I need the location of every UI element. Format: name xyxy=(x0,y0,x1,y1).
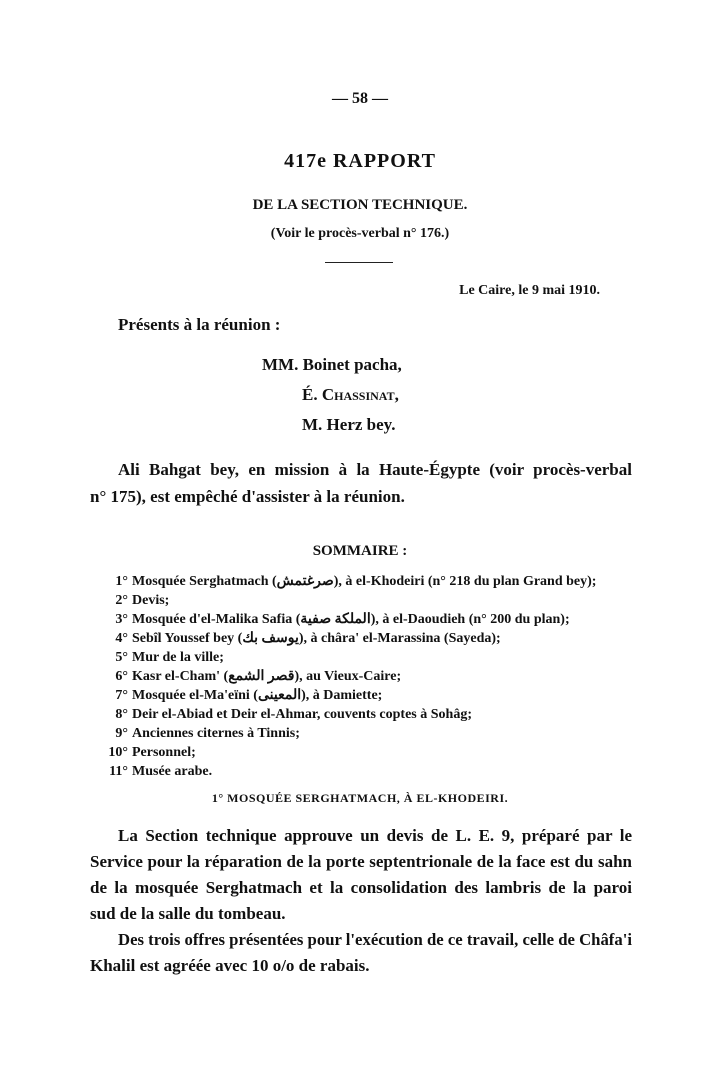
summary-item xyxy=(102,725,300,742)
place-date: Le Caire, le 9 mai 1910. xyxy=(459,283,600,298)
report-title: 417e RAPPORT xyxy=(284,150,436,172)
body-line-text: Des trois offres présentées pour l'exécution de ce travail, celle de Châfa'i xyxy=(118,930,632,949)
attendee: M. Herz bey. xyxy=(302,415,396,434)
absence-line xyxy=(118,460,632,480)
page-number: — 58 — xyxy=(332,90,388,107)
absence-line-text: Ali Bahgat bey, en mission à la Haute-Égypte (voir procès-verbal xyxy=(118,460,632,479)
report-reference: (Voir le procès-verbal n° 176.) xyxy=(270,226,450,241)
item-text: Mosquée Serghatmach (صرغتمش), à el-Khodeiri (n° 218 du plan Grand bey); xyxy=(132,574,597,589)
summary-heading: SOMMAIRE : xyxy=(312,543,408,559)
attendee: É. Chassinat, xyxy=(302,385,399,404)
body-line-text: La Section technique approuve un devis de L. E. 9, préparé par le xyxy=(118,826,632,845)
summary-item xyxy=(102,744,196,761)
section-heading: 1° MOSQUÉE SERGHATMACH, À EL-KHODEIRI. xyxy=(211,791,509,805)
item-number: 4° xyxy=(115,631,128,646)
body-line-text: de la mosquée Serghatmach et la consolidation des lambris de la paroi xyxy=(90,878,632,897)
summary-item xyxy=(102,668,401,685)
item-text: Devis; xyxy=(132,593,170,608)
absence-line: n° 175), est empêché d'assister à la réunion. xyxy=(90,487,405,506)
item-text: Anciennes citernes à Tinnis; xyxy=(132,726,300,741)
body-line-text: Service pour la réparation de la porte septentrionale de la face est du sahn xyxy=(90,852,632,871)
summary-item xyxy=(102,687,382,704)
present-label: Présents à la réunion : xyxy=(118,315,281,334)
item-number: 7° xyxy=(115,688,128,703)
summary-item xyxy=(102,611,570,628)
divider xyxy=(325,262,393,263)
body-line xyxy=(90,878,632,898)
summary-item xyxy=(102,573,596,590)
summary-item xyxy=(102,763,212,780)
summary-item xyxy=(102,592,169,609)
body-line: sud de la salle du tombeau. xyxy=(90,904,286,923)
item-number: 5° xyxy=(115,650,128,665)
item-text: Sebîl Youssef bey (يوسف بك), à châra' el-Marassina (Sayeda); xyxy=(132,631,501,646)
item-text: Deir el-Abiad et Deir el-Ahmar, couvents coptes à Sohâg; xyxy=(132,707,472,722)
item-number: 2° xyxy=(115,593,128,608)
summary-item xyxy=(102,630,501,647)
summary-item xyxy=(102,649,224,666)
item-text: Personnel; xyxy=(132,745,196,760)
item-number: 3° xyxy=(115,612,128,627)
body-line xyxy=(90,852,632,872)
body-line: Khalil est agréée avec 10 o/o de rabais. xyxy=(90,956,370,975)
item-number: 8° xyxy=(115,707,128,722)
body-line xyxy=(118,826,632,846)
summary-item xyxy=(102,706,472,723)
body-line xyxy=(118,930,632,950)
item-text: Musée arabe. xyxy=(132,764,213,779)
item-number: 10° xyxy=(108,745,128,760)
attendee: MM. Boinet pacha, xyxy=(262,355,402,374)
item-number: 6° xyxy=(115,669,128,684)
report-subtitle: DE LA SECTION TECHNIQUE. xyxy=(252,197,468,213)
item-text: Mosquée el-Ma'eïni (المعينى), à Damiette; xyxy=(132,688,383,703)
item-text: Kasr el-Cham' (قصر الشمع), au Vieux-Caire; xyxy=(132,669,402,684)
item-number: 1° xyxy=(115,574,128,589)
item-text: Mosquée d'el-Malika Safia (الملكة صفية), à el-Daoudieh (n° 200 du plan); xyxy=(132,612,570,627)
item-number: 9° xyxy=(115,726,128,741)
item-text: Mur de la ville; xyxy=(132,650,224,665)
item-number: 11° xyxy=(109,764,128,779)
